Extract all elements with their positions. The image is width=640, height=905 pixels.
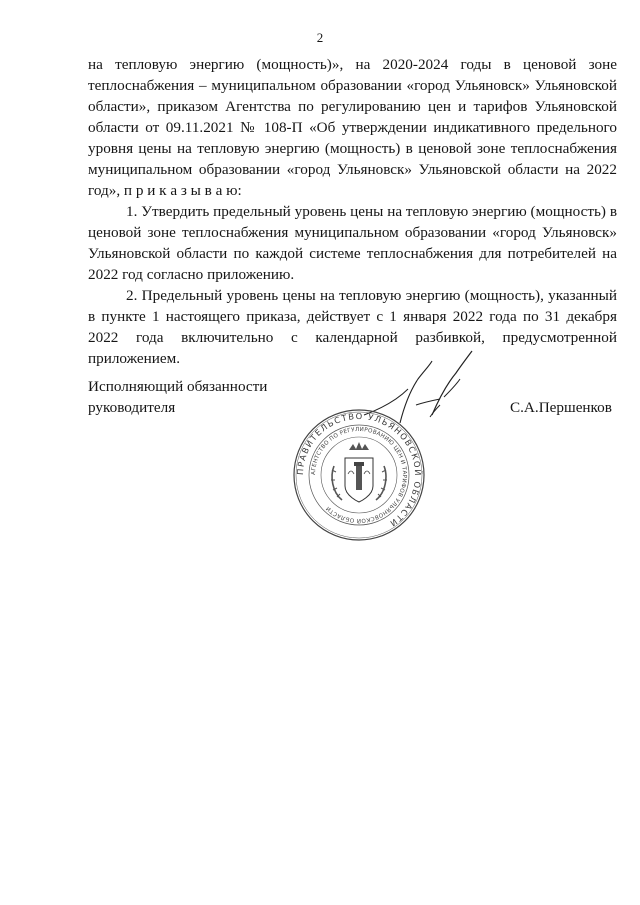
signer-title-line-2: руководителя xyxy=(88,399,176,416)
signer-title-line-1: Исполняющий обязанности xyxy=(88,378,268,395)
paragraph-item-2: 2. Предельный уровень цены на тепловую энергию (мощность), указанный в пункте 1 настоящего приказа, действует с 1 января 2022 года по 31 декабря 2022 года включительно с календарной разбивкой, предусмотренной приложением. xyxy=(88,287,617,367)
seal-inner-text: АГЕНТСТВО ПО РЕГУЛИРОВАНИЮ ЦЕН И ТАРИФОВ УЛЬЯНОВСКОЙ ОБЛАСТИ xyxy=(310,426,408,524)
coat-of-arms-emblem xyxy=(331,442,387,502)
page-number: 2 xyxy=(316,30,324,45)
paragraph-intro: на тепловую энергию (мощность)», на 2020-2024 годы в ценовой зоне теплоснабжения – муниципальном образовании «город Ульяновск» Ульяновской области», приказом Агентства по регулированию цен и тарифов Ульяновской области от 09.11.2021 № 108-П «Об утверждении индикативного предельного уровня цены на тепловую энергию (мощность) в ценовой зоне теплоснабжения муниципальном образовании «город Ульяновск» Ульяновской области на 2022 год», п р и к а з ы в а ю: xyxy=(88,56,617,199)
signer-name: С.А.Першенков xyxy=(510,399,612,416)
seal-outer-text: ПРАВИТЕЛЬСТВО УЛЬЯНОВСКОЙ ОБЛАСТИ xyxy=(294,410,424,530)
document-body xyxy=(88,54,617,369)
paragraph-item-1: 1. Утвердить предельный уровень цены на тепловую энергию (мощность) в ценовой зоне теплоснабжения муниципальном образовании «город Ульяновск» Ульяновской области по каждой системе теплоснабжения для потребителей на 2022 год согласно приложению. xyxy=(88,203,617,283)
signer-title xyxy=(88,376,267,418)
official-seal xyxy=(292,408,426,542)
